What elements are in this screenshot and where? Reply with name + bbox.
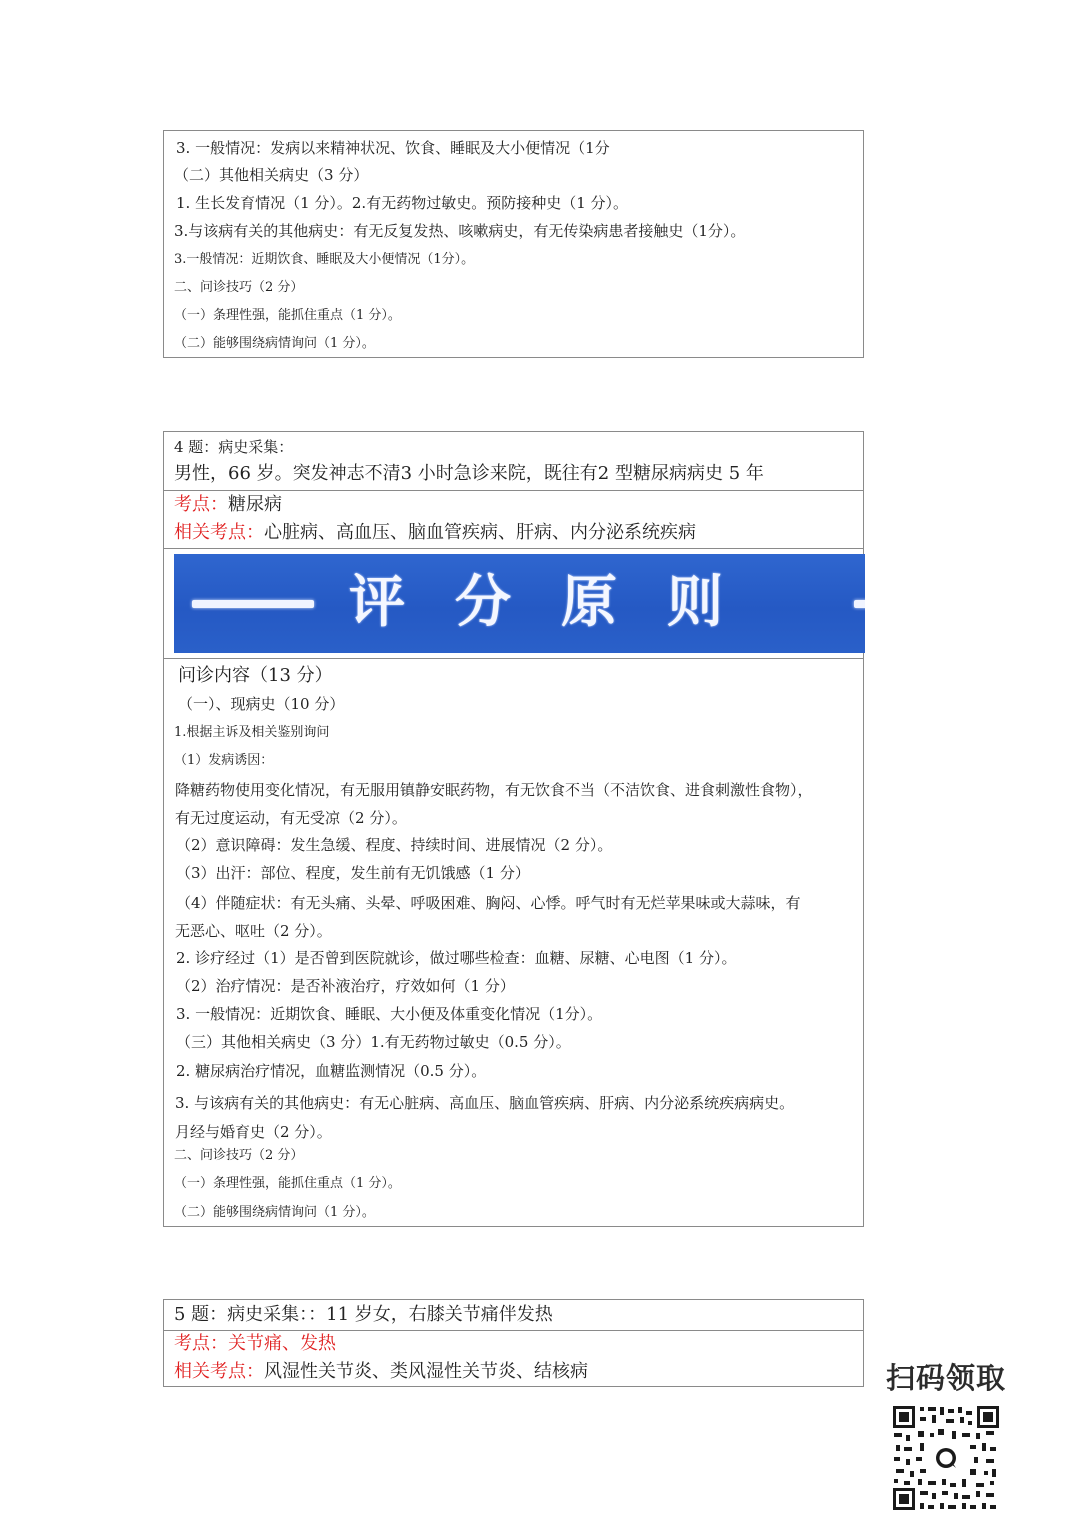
related-label: 相关考点： xyxy=(174,522,264,543)
related-value: 风湿性关节炎、类风湿性关节炎、结核病 xyxy=(264,1361,588,1382)
divider xyxy=(164,1330,863,1331)
scoring-principle-banner xyxy=(174,554,865,653)
box-1-continuation xyxy=(163,130,864,358)
text-line: （一）条理性强，能抓住重点（1 分）。 xyxy=(174,1176,401,1191)
banner-bar-right xyxy=(854,600,865,608)
question-4-box xyxy=(163,431,864,1227)
focus-value: 关节痛、发热 xyxy=(228,1333,336,1354)
text-line: （二）能够围绕病情询问（1 分）。 xyxy=(174,336,375,351)
related-line xyxy=(174,1363,588,1381)
related-value: 心脏病、高血压、脑血管疾病、肝病、内分泌系统疾病 xyxy=(264,522,696,543)
text-line: 1. 生长发育情况（1 分）。2.有无药物过敏史。预防接种史（1 分）。 xyxy=(176,194,629,212)
text-line: 2. 糖尿病治疗情况，血糖监测情况（0.5 分）。 xyxy=(176,1062,487,1080)
text-line: 3. 与该病有关的其他病史：有无心脏病、高血压、脑血管疾病、肝病、内分泌系统疾病病史。 xyxy=(175,1094,795,1112)
divider xyxy=(164,658,863,659)
text-line: 月经与婚育史（2 分）。 xyxy=(175,1123,332,1141)
question-5-box xyxy=(163,1299,864,1387)
text-line: 二、问诊技巧（2 分） xyxy=(174,280,304,295)
text-line: （一）条理性强，能抓住重点（1 分）。 xyxy=(174,308,401,323)
related-line xyxy=(174,524,696,542)
text-line: 2. 诊疗经过（1）是否曾到医院就诊，做过哪些检查：血糖、尿糖、心电图（1 分）。 xyxy=(176,949,737,967)
text-line: （1）发病诱因： xyxy=(174,753,274,768)
text-line: （3）出汗：部位、程度，发生前有无饥饿感（1 分） xyxy=(176,864,530,882)
text-line: （2）意识障碍：发生急缓、程度、持续时间、进展情况（2 分）。 xyxy=(176,836,613,854)
text-line: （4）伴随症状：有无头痛、头晕、呼吸困难、胸闷、心悸。呼气时有无烂苹果味或大蒜味，有 xyxy=(176,894,801,912)
text-line: 3. 一般情况：发病以来精神状况、饮食、睡眠及大小便情况（1分 xyxy=(176,139,610,157)
text-line: （2）治疗情况：是否补液治疗，疗效如何（1 分） xyxy=(176,977,515,995)
text-line: （二）能够围绕病情询问（1 分）。 xyxy=(174,1205,375,1220)
question-title: 4 题：病史采集： xyxy=(174,438,294,456)
text-line: 有无过度运动，有无受凉（2 分）。 xyxy=(175,809,407,827)
text-line: 1.根据主诉及相关鉴别询问 xyxy=(174,725,330,740)
focus-line xyxy=(174,1335,336,1353)
related-label: 相关考点： xyxy=(174,1361,264,1382)
text-line: 无恶心、呕吐（2 分）。 xyxy=(175,922,332,940)
qr-code-icon[interactable] xyxy=(890,1403,1002,1513)
text-line: （一）、现病史（10 分） xyxy=(178,695,345,713)
text-line: 3.一般情况：近期饮食、睡眠及大小便情况（1分）。 xyxy=(174,252,475,267)
case-description: 男性，66 岁。突发神志不清3 小时急诊来院，既往有2 型糖尿病病史 5 年 xyxy=(174,463,764,484)
banner-bar-left xyxy=(192,600,314,608)
divider xyxy=(164,548,863,549)
focus-line xyxy=(174,496,282,514)
banner-text: 评分原则 xyxy=(349,570,773,635)
text-line: 降糖药物使用变化情况，有无服用镇静安眠药物，有无饮食不当（不洁饮食、进食刺激性食物）， xyxy=(175,781,813,799)
scan-to-claim-label: 扫码领取 xyxy=(886,1361,1007,1395)
divider xyxy=(164,490,863,491)
focus-label: 考点： xyxy=(174,494,228,515)
focus-value: 糖尿病 xyxy=(228,494,282,515)
text-line: （二）其他相关病史（3 分） xyxy=(174,166,369,184)
text-line: （三）其他相关病史（3 分）1.有无药物过敏史（0.5 分）。 xyxy=(176,1033,571,1051)
section-title: 问诊内容（13 分） xyxy=(178,665,333,686)
text-line: 3. 一般情况：近期饮食、睡眠、大小便及体重变化情况（1分）。 xyxy=(176,1005,603,1023)
question-title: 5 题：病史采集：：11 岁女，右膝关节痛伴发热 xyxy=(174,1304,553,1325)
focus-label: 考点： xyxy=(174,1333,228,1354)
text-line: 3.与该病有关的其他病史：有无反复发热、咳嗽病史，有无传染病患者接触史（1分）。 xyxy=(174,222,746,240)
text-line: 二、问诊技巧（2 分） xyxy=(174,1148,304,1163)
